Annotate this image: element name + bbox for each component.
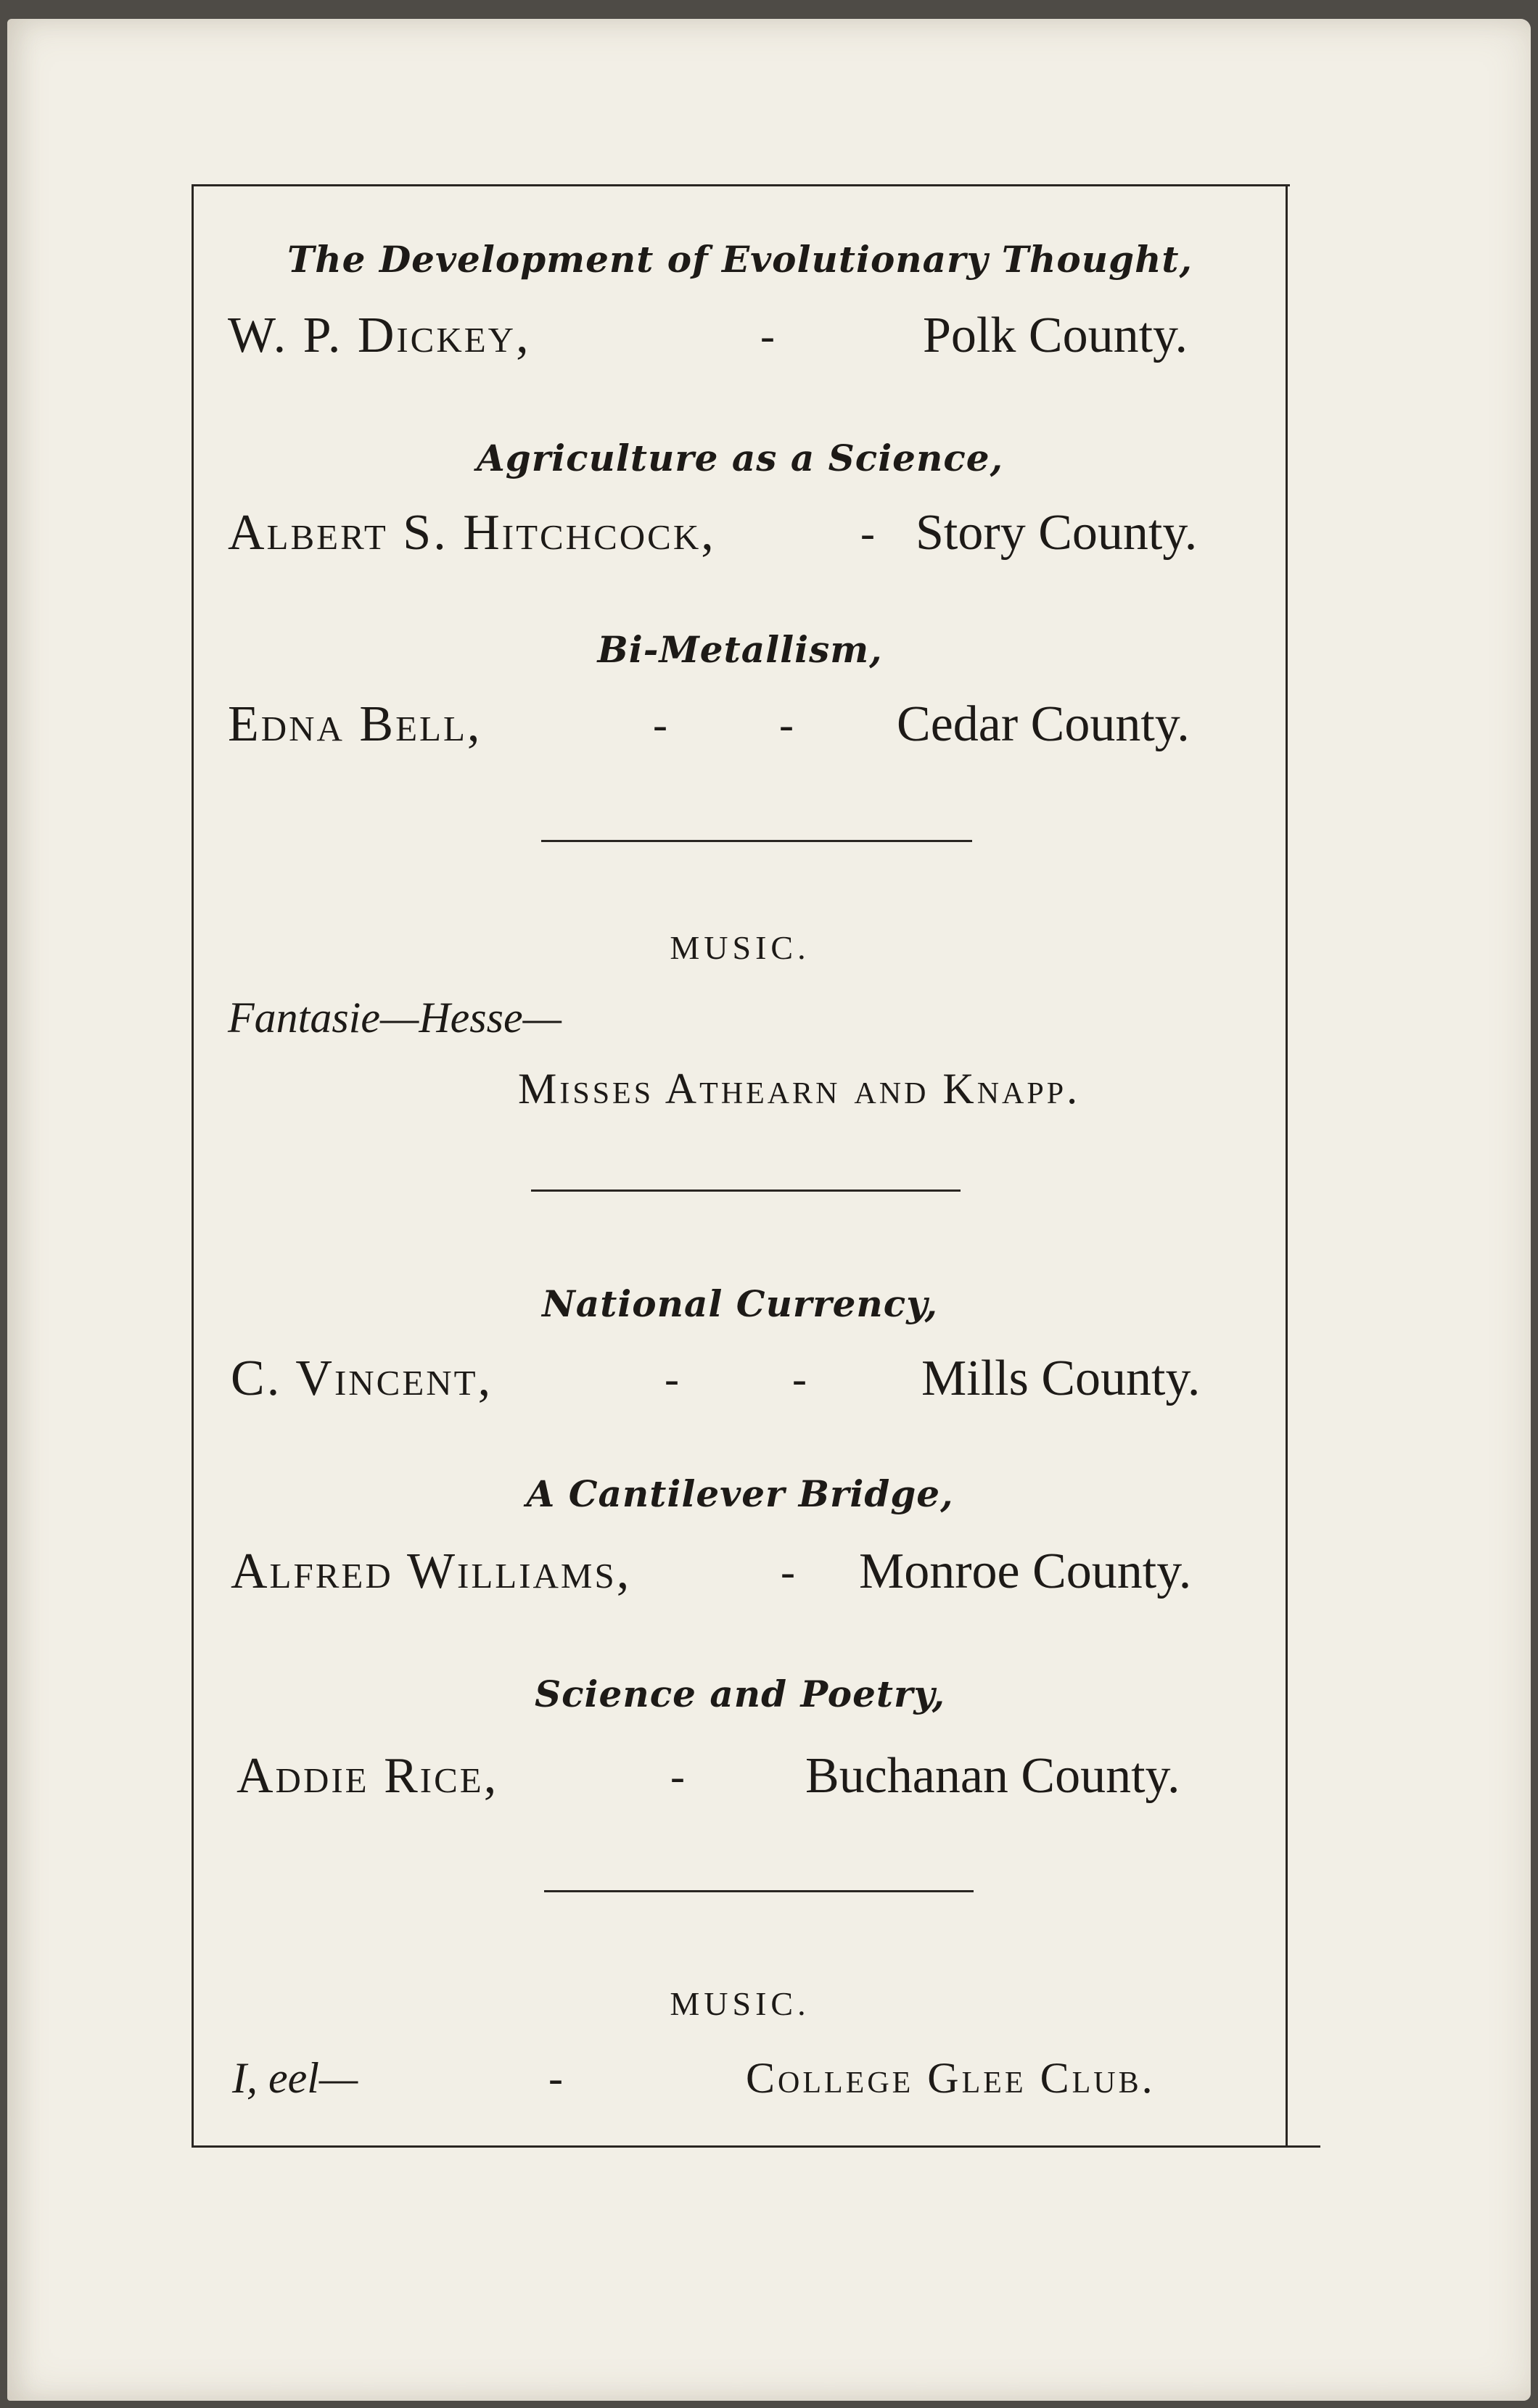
speaker-name: Addie Rice, [237,1748,499,1804]
speaker-name: Edna Bell, [228,696,482,752]
section-divider [531,1189,961,1192]
frame-right-rule [1286,184,1288,2146]
entry-title: The Development of Evolutionary Thought, [287,238,1193,281]
music-piece: Fantasie—Hesse— [228,994,562,1042]
music-performers-row [0,1056,1538,1121]
entry-row [0,1539,1538,1604]
entry-row [0,500,1538,566]
music-heading: MUSIC. [670,1985,810,2022]
music-performers: Misses Athearn and Knapp. [518,1065,1081,1113]
separator-dash: - [665,1355,679,1403]
frame-bottom-rule [192,2145,1320,2148]
program-page [7,19,1531,2401]
section-divider [544,1890,974,1892]
separator-dash: - [781,1548,795,1596]
county-name: Story County. [916,505,1198,561]
entry-row [0,303,1538,368]
speaker-name: C. Vincent, [231,1351,493,1406]
separator-dash: - [653,701,667,749]
county-name: Mills County. [921,1351,1201,1406]
entry-row [0,692,1538,757]
music-heading: MUSIC. [670,929,810,966]
entry-title: Bi-Metallism, [597,628,883,671]
speaker-name: Albert S. Hitchcock, [228,505,716,561]
frame-top-rule [192,184,1290,186]
entry-title: National Currency, [542,1282,938,1325]
separator-dash: - [670,1752,685,1800]
entry-title: Agriculture as a Science, [476,437,1004,479]
section-divider [541,840,972,842]
separator-dash: - [792,1355,807,1403]
separator-dash: - [779,701,794,749]
speaker-name: Alfred Williams, [231,1543,632,1599]
music-piece-row [0,985,1538,1050]
county-name: Polk County. [923,308,1188,363]
separator-dash: - [860,509,875,557]
speaker-name: W. P. Dickey, [228,308,531,363]
county-name: Monroe County. [859,1543,1192,1599]
entry-title: Science and Poetry, [534,1673,946,1715]
entry-row [0,1346,1538,1411]
separator-dash: - [760,312,775,360]
entry-row [0,1744,1538,1809]
separator-dash: - [548,2054,563,2102]
county-name: Cedar County. [897,696,1190,752]
music-performers: College Glee Club. [746,2054,1156,2102]
county-name: Buchanan County. [805,1748,1180,1804]
music-piece: I, eel— [232,2054,358,2102]
entry-title: A Cantilever Bridge, [526,1472,954,1515]
frame-left-rule [192,184,194,2146]
music-row [0,2045,1538,2111]
